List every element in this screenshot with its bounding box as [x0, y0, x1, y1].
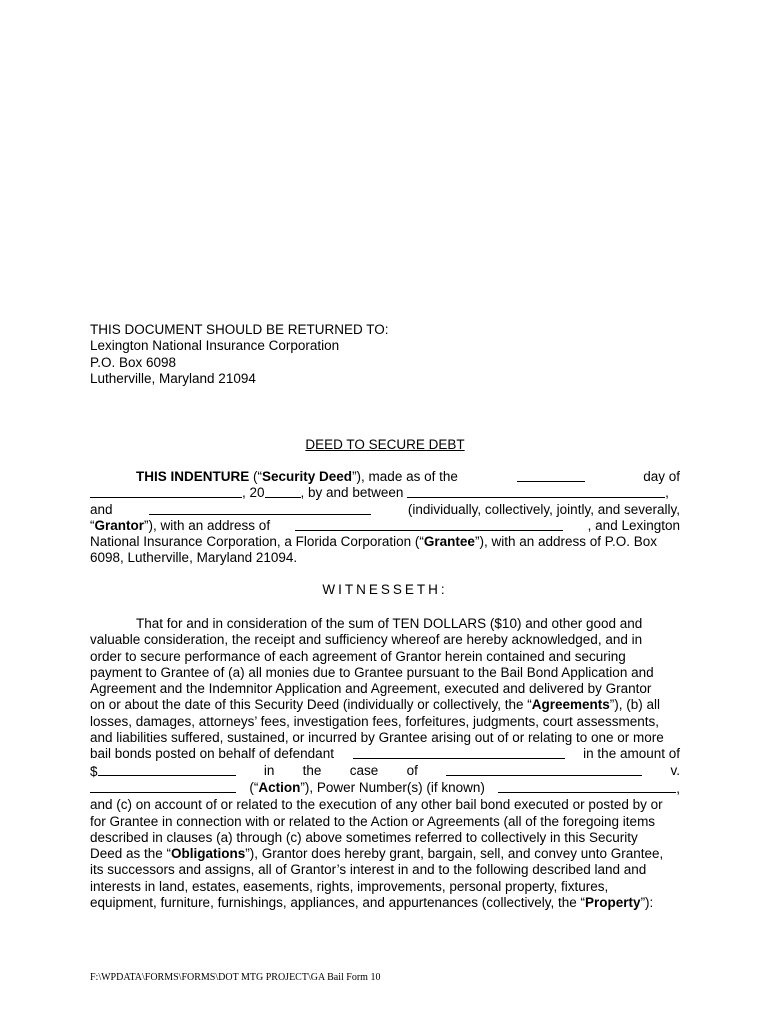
- grantor-term: Grantor: [94, 517, 145, 533]
- return-city: Lutherville, Maryland 21094: [90, 370, 256, 386]
- amount-blank[interactable]: [98, 763, 236, 776]
- return-address: [90, 322, 680, 387]
- indenture-lead: THIS INDENTURE: [136, 469, 250, 484]
- agreements-term: Agreements: [531, 697, 610, 713]
- return-heading: THIS DOCUMENT SHOULD BE RETURNED TO:: [90, 322, 389, 337]
- witnesseth-heading: WITNESSETH:: [322, 582, 448, 597]
- grantor-address-blank[interactable]: [295, 518, 563, 531]
- power-number-blank[interactable]: [498, 780, 676, 793]
- obligations-term: Obligations: [171, 846, 246, 862]
- grantee-term: Grantee: [423, 534, 475, 550]
- return-po-box: P.O. Box 6098: [90, 354, 177, 370]
- security-deed-term: Security Deed: [262, 469, 353, 484]
- property-term: Property: [585, 895, 641, 911]
- day-blank[interactable]: [517, 469, 585, 482]
- action-term: Action: [258, 779, 301, 795]
- second-grantor-blank[interactable]: [149, 502, 371, 515]
- indenture-paragraph: THIS INDENTURE (“Security Deed”), made as of the day of , 20 , by and between , and (individually, collectively, jointly, and severally, “Grantor”), with an address of , and Lexington National Insurance Corporation, a Florida Corporation (“Grantee”), with an address of P.O. Box 6098, Lutherville, Maryland 21094.: [90, 469, 680, 566]
- case-plaintiff-blank[interactable]: [446, 763, 642, 776]
- grantor-name-blank[interactable]: [407, 485, 665, 498]
- case-defendant-blank[interactable]: [90, 780, 236, 793]
- document-title: DEED TO SECURE DEBT: [305, 437, 465, 452]
- month-blank[interactable]: [90, 485, 242, 498]
- defendant-blank[interactable]: [353, 746, 565, 759]
- consideration-paragraph: That for and in consideration of the sum of TEN DOLLARS ($10) and other good and valuable consideration, the receipt and sufficiency whereof are hereby acknowledged, and in order to secure performance of each agreement of Grantor herein contained and securing payment to Grantee of (a) all monies due to Grantee pursuant to the Bail Bond Application and Agreement and the Indemnitor Application and Agreement, executed and delivered by Grantor on or about the date of this Security Deed (individually or collectively, the “Agreements”), (b) all losses, damages, attorneys’ fees, investigation fees, forfeitures, judgments, court assessments, and liabilities suffered, sustained, or incurred by Grantee arising out of or relating to one or more bail bonds posted on behalf of defendant in the amount of $ in the case of v. (“Action”), Power Number(s) (if known) , and (c) on account of or related to the execution of any other bail bond executed or posted by or for Grantee in connection with or related to the Action or Agreements (all of the foregoing items described in clauses (a) through (c) above sometimes referred to collectively in this Security Deed as the “Obligations”), Grantor does hereby grant, bargain, sell, and convey unto Grantee, its successors and assigns, all of Grantor’s interest in and to the following described land and interests in land, estates, easements, rights, improvements, personal property, fixtures, equipment, furniture, furnishings, appliances, and appurtenances (collectively, the “Property”):: [90, 616, 680, 911]
- year-blank[interactable]: [265, 485, 301, 498]
- return-company: Lexington National Insurance Corporation: [90, 338, 340, 354]
- footer-file-path: F:\WPDATA\FORMS\FORMS\DOT MTG PROJECT\GA Bail Form 10: [90, 972, 381, 983]
